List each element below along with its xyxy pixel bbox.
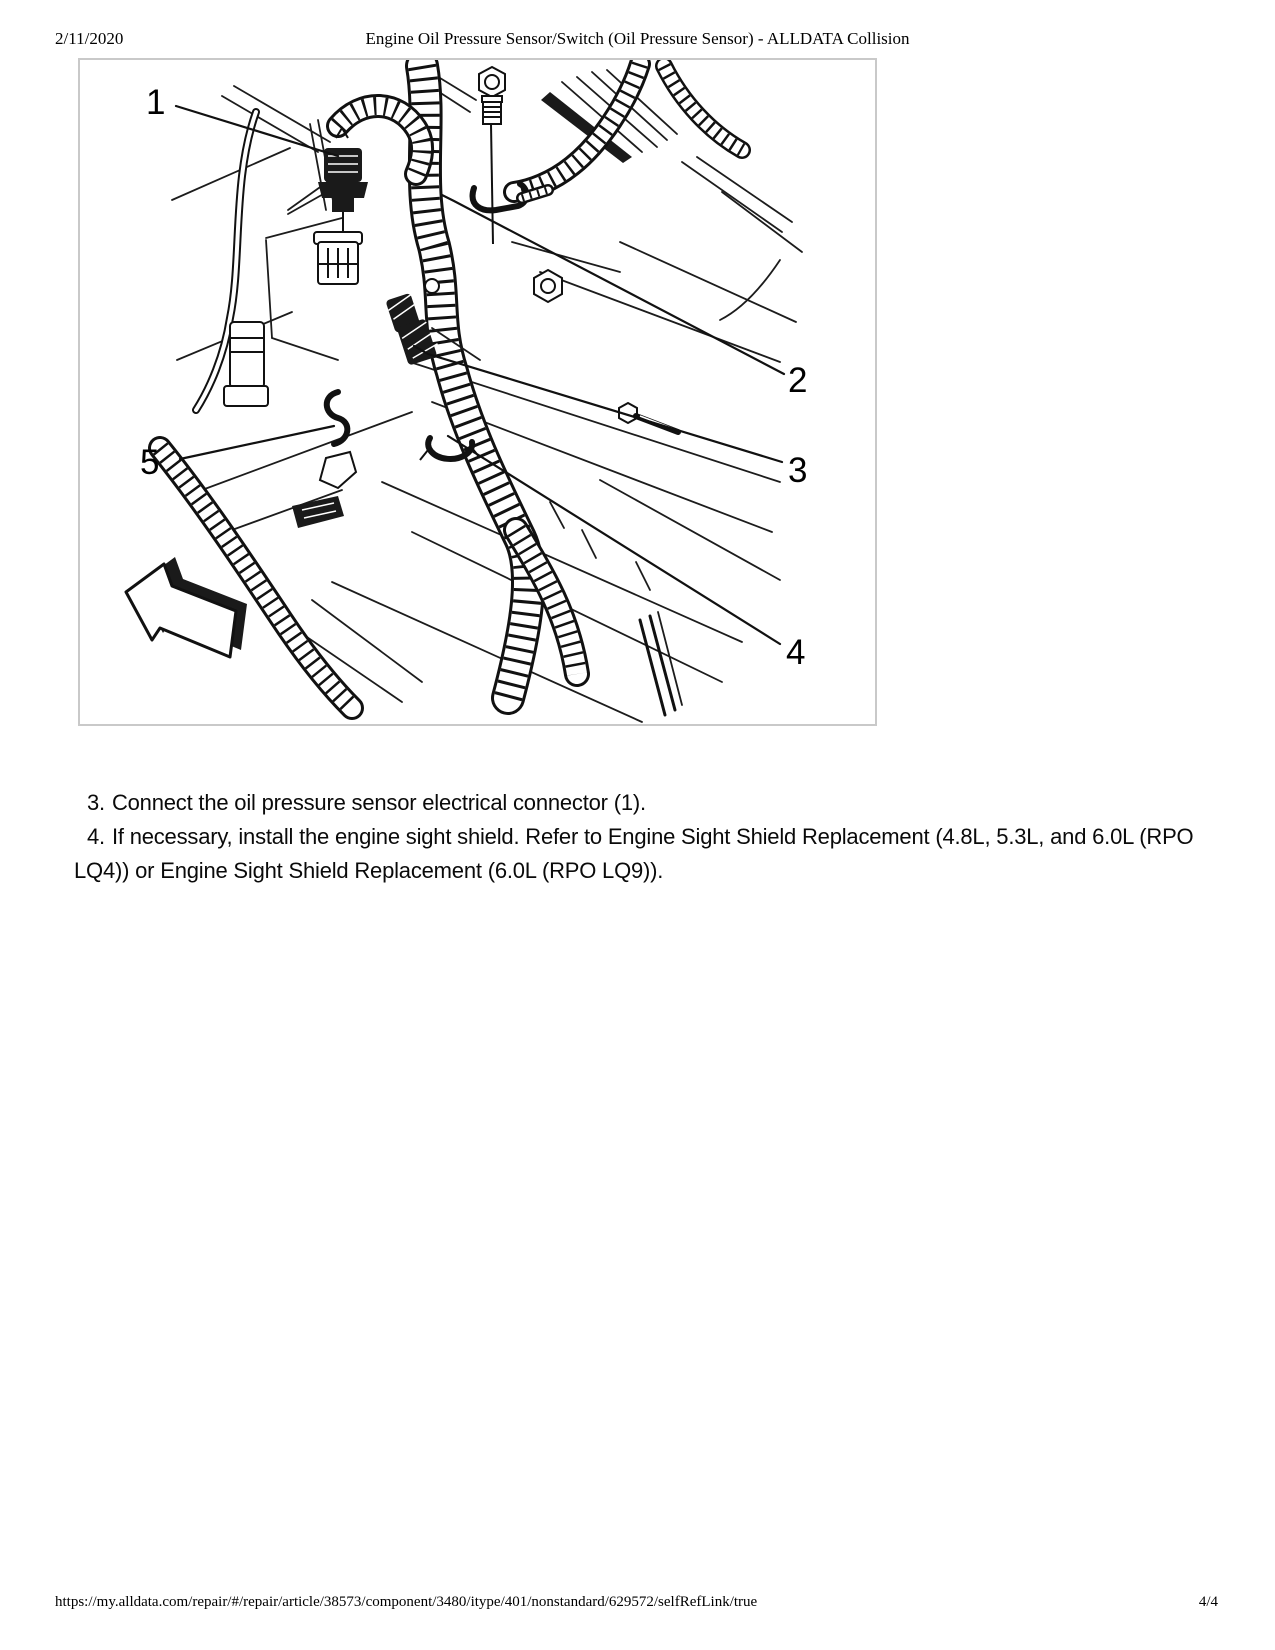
header-date: 2/11/2020 (55, 29, 124, 48)
engine-diagram-drawing (80, 60, 875, 724)
footer-page-number: 4/4 (1198, 1594, 1218, 1610)
callout-5-label: 5 (140, 443, 160, 482)
callout-1-label: 1 (146, 83, 166, 122)
step-4-number: 4. (87, 824, 105, 849)
callout-4-label: 4 (786, 633, 806, 672)
step-3-number: 3. (87, 790, 105, 815)
harness-tube-topright (514, 64, 640, 192)
harness-tube-lowerleft (160, 448, 352, 708)
leader-lines (176, 106, 784, 644)
step-4-text: If necessary, install the engine sight shield. Refer to Engine Sight Shield Replacement (4.8L, 5.3L, and 6.0L (RPO LQ4)) or Engine Sight Shield Replacement (6.0L (RPO LQ9)). (74, 824, 1194, 883)
leader-line-4 (448, 436, 780, 644)
page-title: Engine Oil Pressure Sensor/Switch (Oil Pressure Sensor) - ALLDATA Collision (365, 29, 910, 48)
step-3-text: Connect the oil pressure sensor electrical connector (1). (111, 790, 646, 815)
clip-part (292, 392, 356, 528)
harness-tube-main (422, 66, 528, 698)
harness-tube-corner (664, 66, 742, 150)
step-3 (74, 786, 1216, 820)
direction-arrow-icon (126, 557, 247, 657)
hex-bolt-head (534, 270, 562, 302)
instruction-steps (74, 786, 1216, 888)
step-4 (74, 820, 1216, 888)
callout-3-label: 3 (788, 451, 808, 490)
page-header (0, 29, 1275, 49)
leader-line-5 (180, 426, 334, 459)
footer-url: https://my.alldata.com/repair/#/repair/article/38573/component/3480/itype/401/nonstandard/629572/selfRefLink/true (55, 1594, 758, 1610)
figure-engine-diagram (78, 58, 877, 726)
leader-line-2 (442, 195, 784, 374)
callout-2-label: 2 (788, 361, 808, 400)
left-fitting (224, 322, 268, 406)
clamp-wire-link (522, 190, 548, 198)
